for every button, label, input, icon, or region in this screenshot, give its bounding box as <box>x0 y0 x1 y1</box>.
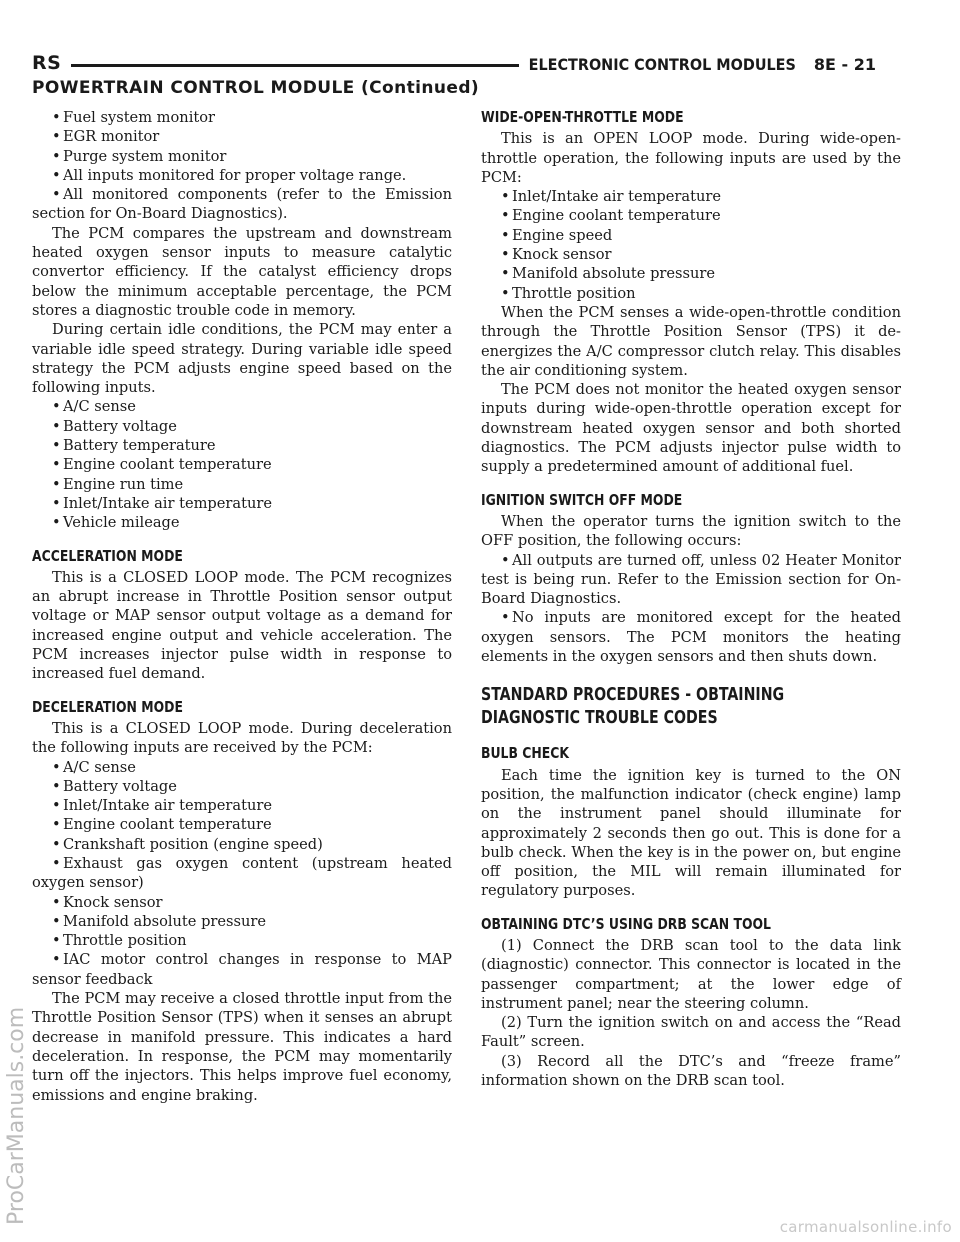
list-item <box>32 513 452 532</box>
continued-heading: POWERTRAIN CONTROL MODULE (Continued) <box>32 78 480 98</box>
bullet-icon: • <box>52 514 61 532</box>
bullet-icon: • <box>501 609 510 627</box>
paragraph-wot: This is an OPEN LOOP mode. During wide-open-throttle operation, the following inputs are used by the PCM: <box>481 130 901 186</box>
bullet-icon: • <box>52 475 61 493</box>
side-watermark: ProCarManuals.com <box>4 1006 29 1225</box>
header-rule <box>71 64 518 67</box>
list-item <box>32 835 452 854</box>
list-item-text: Knock sensor <box>63 893 163 911</box>
list-item-text: Fuel system monitor <box>63 109 215 126</box>
bullet-icon: • <box>52 777 61 795</box>
list-item <box>32 796 452 815</box>
bullet-icon: • <box>52 854 61 872</box>
acceleration-heading: ACCELERATION MODE <box>32 546 183 565</box>
section-code: RS <box>32 52 62 74</box>
bullet-icon: • <box>52 456 61 474</box>
footer-watermark: carmanualsonline.info <box>779 1218 952 1236</box>
wot-heading: WIDE-OPEN-THROTTLE MODE <box>481 108 684 126</box>
list-item <box>32 950 452 989</box>
list-item <box>481 551 901 609</box>
standard-procedures-heading <box>481 684 859 730</box>
paragraph-acceleration: This is a CLOSED LOOP mode. The PCM recognizes an abrupt increase in Throttle Position sensor output voltage or MAP sensor output voltage as a demand for increased engine output and vehicle acceleration. The PCM increases injector pulse width in response to increased fuel demand. <box>32 568 452 683</box>
list-item <box>32 931 452 950</box>
list-item-text: All inputs monitored for proper voltage range. <box>63 166 407 184</box>
bullet-icon: • <box>501 284 510 302</box>
bullet-icon: • <box>501 246 510 264</box>
list-item <box>481 284 901 303</box>
list-item <box>481 206 901 225</box>
bullet-icon: • <box>52 816 61 834</box>
list-item <box>32 854 452 893</box>
list-item <box>32 166 452 185</box>
list-item-text: Engine coolant temperature <box>512 207 721 225</box>
monitor-bullet-list <box>32 108 452 185</box>
paragraph-idle: During certain idle conditions, the PCM may enter a variable idle speed strategy. During variable idle speed strategy the PCM adjusts engine speed based on the following inputs. <box>32 321 452 397</box>
list-item-text: Knock sensor <box>512 246 612 264</box>
list-item-text: IAC motor control changes in response to MAP sensor feedback <box>32 951 452 988</box>
bullet-icon: • <box>52 494 61 512</box>
list-item-text: Inlet/Intake air temperature <box>512 188 721 206</box>
list-item <box>32 185 452 224</box>
list-item <box>32 108 452 127</box>
list-item-text: Purge system monitor <box>63 147 227 165</box>
right-column <box>481 108 901 1090</box>
list-item-text: No inputs are monitored except for the heated oxygen sensors. The PCM monitors the heating elements in the oxygen sensors and then shuts down. <box>481 609 901 666</box>
list-item-text: Inlet/Intake air temperature <box>63 494 272 512</box>
bullet-icon: • <box>52 758 61 776</box>
list-item <box>32 475 452 494</box>
list-item <box>32 815 452 834</box>
page-header <box>32 44 876 74</box>
list-item <box>481 245 901 264</box>
bullet-icon: • <box>52 398 61 416</box>
chapter-title: ELECTRONIC CONTROL MODULES <box>528 55 796 74</box>
list-item <box>32 417 452 436</box>
list-item-text: Throttle position <box>512 284 636 302</box>
bullet-icon: • <box>52 797 61 815</box>
paragraph-wot-1: When the PCM senses a wide-open-throttle condition through the Throttle Position Sensor (TPS) it de-energizes the A/C compressor clutch relay. This disables the air conditioning system. <box>481 303 901 379</box>
bullet-icon: • <box>52 109 61 126</box>
list-item-text: Crankshaft position (engine speed) <box>63 835 323 853</box>
list-item-text: Throttle position <box>63 932 187 950</box>
list-item-text: Battery voltage <box>63 417 177 435</box>
bullet-icon: • <box>52 437 61 455</box>
bullet-icon: • <box>52 128 61 146</box>
paragraph-closed-throttle: The PCM may receive a closed throttle input from the Throttle Position Sensor (TPS) when it senses an abrupt decrease in manifold pressure. This indicates a hard deceleration. In response, the PCM may momentarily turn off the injectors. This helps improve fuel economy, emissions and engine braking. <box>32 990 452 1104</box>
list-item-text: Battery temperature <box>63 437 216 455</box>
bullet-icon: • <box>52 147 61 165</box>
list-item-text: Inlet/Intake air temperature <box>63 797 272 815</box>
paragraph-ignition: When the operator turns the ignition switch to the OFF position, the following occurs: <box>481 512 901 550</box>
list-item <box>32 455 452 474</box>
list-item <box>32 758 452 777</box>
list-item-text: All outputs are turned off, unless 02 Heater Monitor test is being run. Refer to the Emission section for On-Board Diagnostics. <box>481 551 901 608</box>
bullet-icon: • <box>501 551 510 569</box>
bullet-icon: • <box>52 912 61 930</box>
list-item <box>32 127 452 146</box>
list-item <box>481 608 901 666</box>
list-item-text: Exhaust gas oxygen content (upstream heated oxygen sensor) <box>32 854 452 892</box>
list-item-text: Engine speed <box>512 226 613 244</box>
paragraph-bulb-check: Each time the ignition key is turned to the ON position, the malfunction indicator (check engine) lamp on the instrument panel should illuminate for approximately 2 seconds then go out. This is done for a bulb check. When the key is in the power on, but engine off position, the MIL will remain illuminated for regulatory purposes. <box>481 766 901 900</box>
paragraph-wot-2: The PCM does not monitor the heated oxygen sensor inputs during wide-open-throttle operation except for downstream heated oxygen sensor and both shorted diagnostics. The PCM adjusts injector pulse width to supply a predetermined amount of additional fuel. <box>481 381 901 476</box>
list-item-text: Manifold absolute pressure <box>63 912 267 930</box>
list-item <box>32 436 452 455</box>
standard-procedures-heading-line-2: DIAGNOSTIC TROUBLE CODES <box>481 708 718 729</box>
decel-bullet-list-2 <box>32 893 452 951</box>
list-item-text: Engine run time <box>63 475 184 493</box>
bullet-icon: • <box>501 207 510 225</box>
page-number: 8E - 21 <box>813 55 876 74</box>
bullet-icon: • <box>501 188 510 206</box>
bullet-icon: • <box>52 932 61 950</box>
paragraph-deceleration: This is a CLOSED LOOP mode. During deceleration the following inputs are received by the PCM: <box>32 719 452 757</box>
bullet-icon: • <box>501 265 510 283</box>
bullet-icon: • <box>52 835 61 853</box>
list-item <box>32 912 452 931</box>
list-item-text: Engine coolant temperature <box>63 456 272 474</box>
procedure-step: (2) Turn the ignition switch on and access the “Read Fault” screen. <box>481 1014 901 1051</box>
list-item <box>32 893 452 912</box>
list-item-text: A/C sense <box>63 758 136 776</box>
list-item-text: Battery voltage <box>63 777 177 795</box>
deceleration-heading: DECELERATION MODE <box>32 697 183 716</box>
list-item-text: All monitored components (refer to the Emission section for On-Board Diagnostics). <box>32 186 452 223</box>
paragraph-catalyst: The PCM compares the upstream and downstream heated oxygen sensor inputs to measure catalytic convertor efficiency. If the catalyst efficiency drops below the minimum acceptable percentage, the PCM stores a diagnostic trouble code in memory. <box>32 224 452 319</box>
wot-bullet-list <box>481 187 901 303</box>
bullet-icon: • <box>52 893 61 911</box>
bulb-check-heading: BULB CHECK <box>481 744 569 763</box>
bullet-icon: • <box>52 951 61 969</box>
bullet-icon: • <box>52 186 61 204</box>
decel-bullet-list-1 <box>32 758 452 854</box>
procedure-step: (3) Record all the DTC’s and “freeze frame” information shown on the DRB scan tool. <box>481 1052 901 1090</box>
list-item-text: EGR monitor <box>63 128 160 146</box>
list-item <box>481 187 901 206</box>
list-item <box>481 226 901 245</box>
bullet-icon: • <box>501 226 510 244</box>
list-item <box>481 264 901 283</box>
standard-procedures-heading-line-1: STANDARD PROCEDURES - OBTAINING <box>481 685 785 706</box>
drb-scan-tool-heading: OBTAINING DTC’S USING DRB SCAN TOOL <box>481 914 771 933</box>
list-item-text: A/C sense <box>63 398 136 416</box>
left-column <box>32 108 452 1105</box>
list-item <box>32 147 452 166</box>
list-item-text: Vehicle mileage <box>63 514 180 532</box>
bullet-icon: • <box>52 166 61 184</box>
list-item-text: Manifold absolute pressure <box>512 265 716 283</box>
bullet-icon: • <box>52 417 61 435</box>
list-item <box>32 777 452 796</box>
drb-step-list <box>481 936 901 1090</box>
list-item <box>32 494 452 513</box>
ignition-off-heading: IGNITION SWITCH OFF MODE <box>481 490 683 509</box>
list-item-text: Engine coolant temperature <box>63 816 272 834</box>
list-item <box>32 397 452 416</box>
idle-bullet-list <box>32 397 452 532</box>
procedure-step: (1) Connect the DRB scan tool to the data link (diagnostic) connector. This connector is located in the passenger compartment; at the lower edge of instrument panel; near the steering column. <box>481 936 901 1012</box>
